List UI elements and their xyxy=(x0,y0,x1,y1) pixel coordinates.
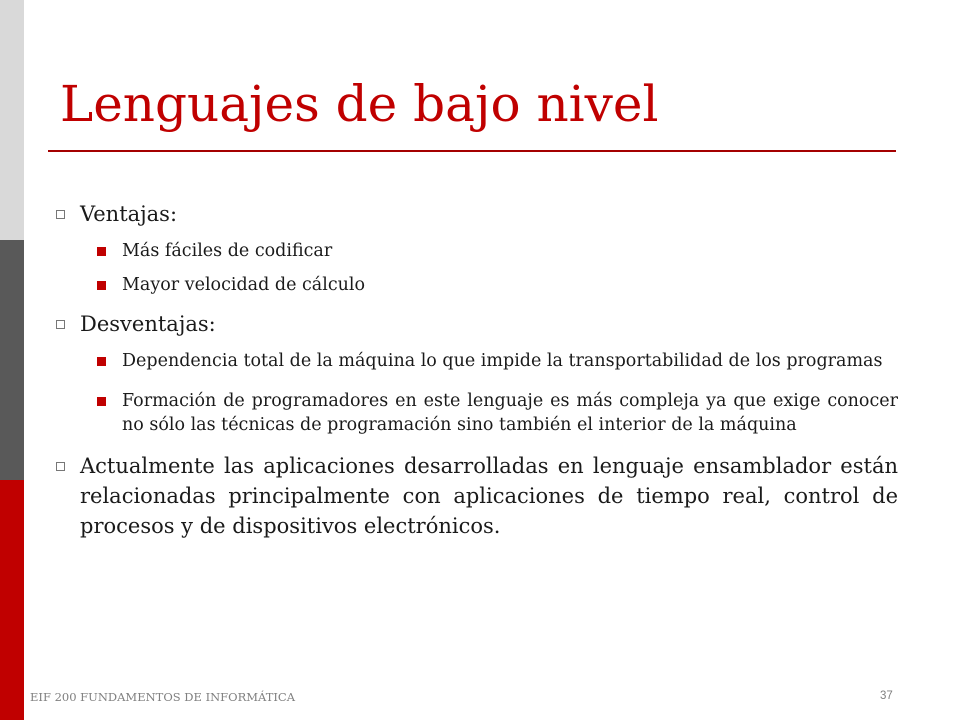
red-square-bullet-icon xyxy=(97,397,106,406)
sub-bullet-text: Formación de programadores en este lenguaje es más compleja ya que exige conocer no sólo las técnicas de programación sino también el interior de la máquina xyxy=(122,391,898,435)
left-bar-red-segment xyxy=(0,480,24,720)
sub-bullet xyxy=(48,273,898,297)
left-color-bar xyxy=(0,0,24,720)
slide-content xyxy=(48,195,898,541)
slide-title: Lenguajes de bajo nivel xyxy=(60,75,659,133)
bullet-text: Desventajas: xyxy=(80,312,216,336)
desventajas-sublist xyxy=(48,349,898,437)
footer-page-number: 37 xyxy=(880,690,893,702)
red-square-bullet-icon xyxy=(97,247,106,256)
bullet-desventajas xyxy=(48,309,898,339)
title-underline xyxy=(48,150,896,152)
bullet-actualmente xyxy=(48,451,898,541)
sub-bullet xyxy=(48,389,898,437)
bullet-ventajas xyxy=(48,199,898,229)
bullet-text: Ventajas: xyxy=(80,202,178,226)
red-square-bullet-icon xyxy=(97,281,106,290)
ventajas-sublist xyxy=(48,239,898,297)
sub-bullet xyxy=(48,349,898,373)
left-bar-gray-segment xyxy=(0,0,24,240)
sub-bullet-text: Más fáciles de codificar xyxy=(122,241,333,261)
bullet-text: Actualmente las aplicaciones desarrolladas en lenguaje ensamblador están relacionadas principalmente con aplicaciones de tiempo real, control de procesos y de dispositivos electrónicos. xyxy=(80,454,898,538)
sub-bullet xyxy=(48,239,898,263)
red-square-bullet-icon xyxy=(97,357,106,366)
hollow-square-bullet-icon xyxy=(56,462,65,471)
hollow-square-bullet-icon xyxy=(56,320,65,329)
hollow-square-bullet-icon xyxy=(56,210,65,219)
sub-bullet-text: Dependencia total de la máquina lo que impide la transportabilidad de los programas xyxy=(122,351,883,371)
footer-course-name: EIF 200 FUNDAMENTOS DE INFORMÁTICA xyxy=(30,690,296,704)
sub-bullet-text: Mayor velocidad de cálculo xyxy=(122,275,366,295)
left-bar-dark-segment xyxy=(0,240,24,480)
